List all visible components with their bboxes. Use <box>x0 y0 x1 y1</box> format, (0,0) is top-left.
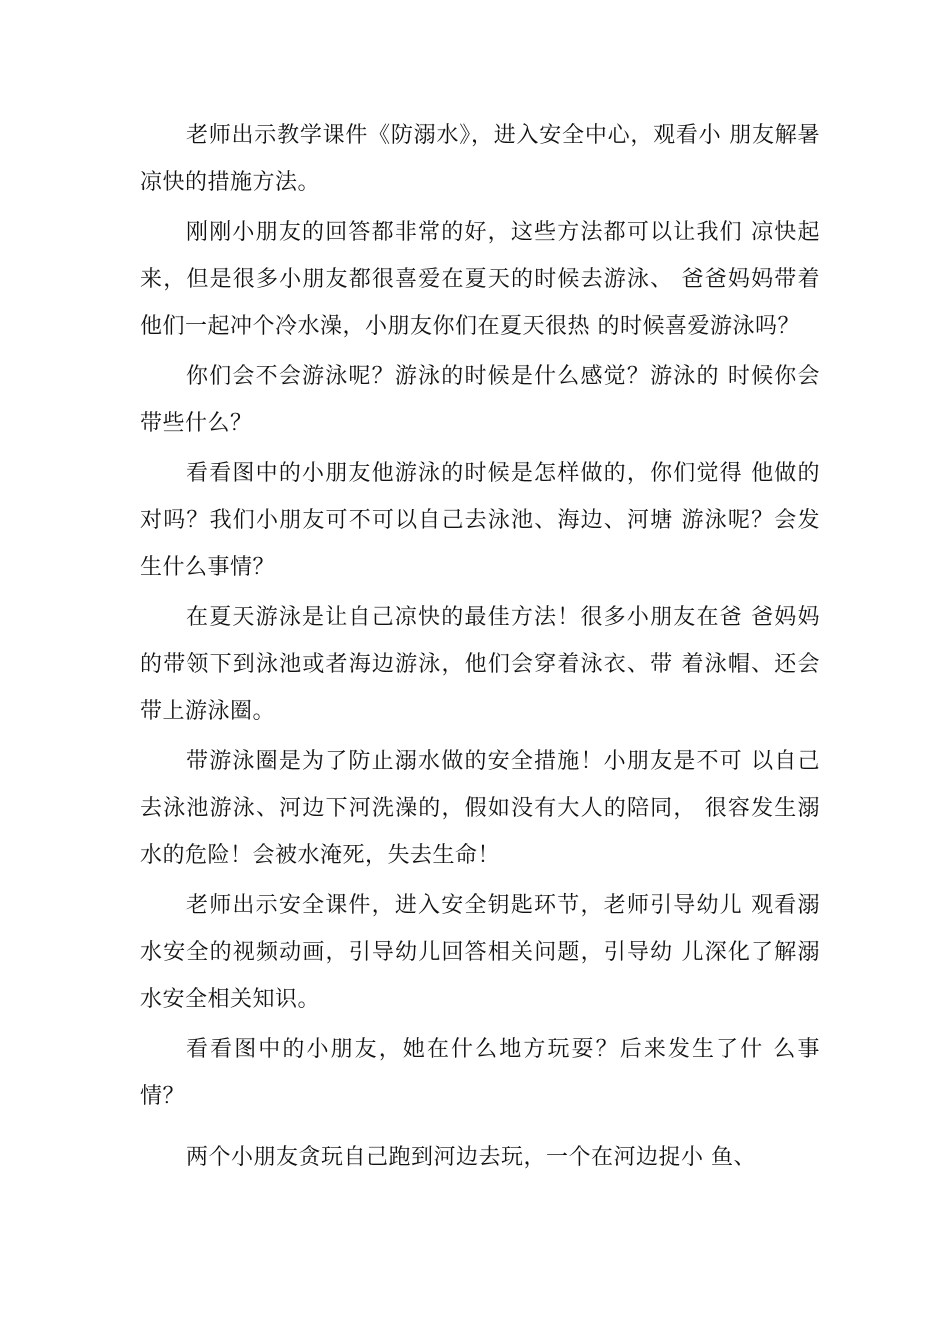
paragraph-9: 两个小朋友贪玩自己跑到河边去玩，一个在河边捉小 鱼、 <box>186 1145 756 1170</box>
paragraph-1: 老师出示教学课件《防溺水》，进入安全中心，观看小 朋友解暑凉快的措施方法。 <box>140 123 820 195</box>
paragraph-6: 带游泳圈是为了防止溺水做的安全措施！小朋友是不可 以自己去泳池游泳、河边下河洗澡的，假如没有大人的陪同， 很容发生溺水的危险！会被水淹死，失去生命！ <box>140 749 820 868</box>
paragraph-3: 你们会不会游泳呢？游泳的时候是什么感觉？游泳的 时候你会带些什么？ <box>140 364 820 436</box>
paragraph-7: 老师出示安全课件，进入安全钥匙环节，老师引导幼儿 观看溺水安全的视频动画，引导幼儿回答相关问题，引导幼 儿深化了解溺水安全相关知识。 <box>140 893 820 1012</box>
paragraph-8: 看看图中的小朋友，她在什么地方玩耍？后来发生了什 么事情？ <box>140 1037 820 1109</box>
paragraph-2: 刚刚小朋友的回答都非常的好，这些方法都可以让我们 凉快起来，但是很多小朋友都很喜爱在夏天的时候去游泳、 爸爸妈妈带着他们一起冲个冷水澡，小朋友你们在夏天很热 的时候喜爱游泳吗？ <box>140 220 820 339</box>
document-body <box>140 112 820 1184</box>
paragraph-5: 在夏天游泳是让自己凉快的最佳方法！很多小朋友在爸 爸妈妈的带领下到泳池或者海边游泳，他们会穿着泳衣、带 着泳帽、还会带上游泳圈。 <box>140 605 820 724</box>
paragraph-4: 看看图中的小朋友他游泳的时候是怎样做的，你们觉得 他做的对吗？我们小朋友可不可以自己去泳池、海边、河塘 游泳呢？会发生什么事情？ <box>140 461 820 580</box>
